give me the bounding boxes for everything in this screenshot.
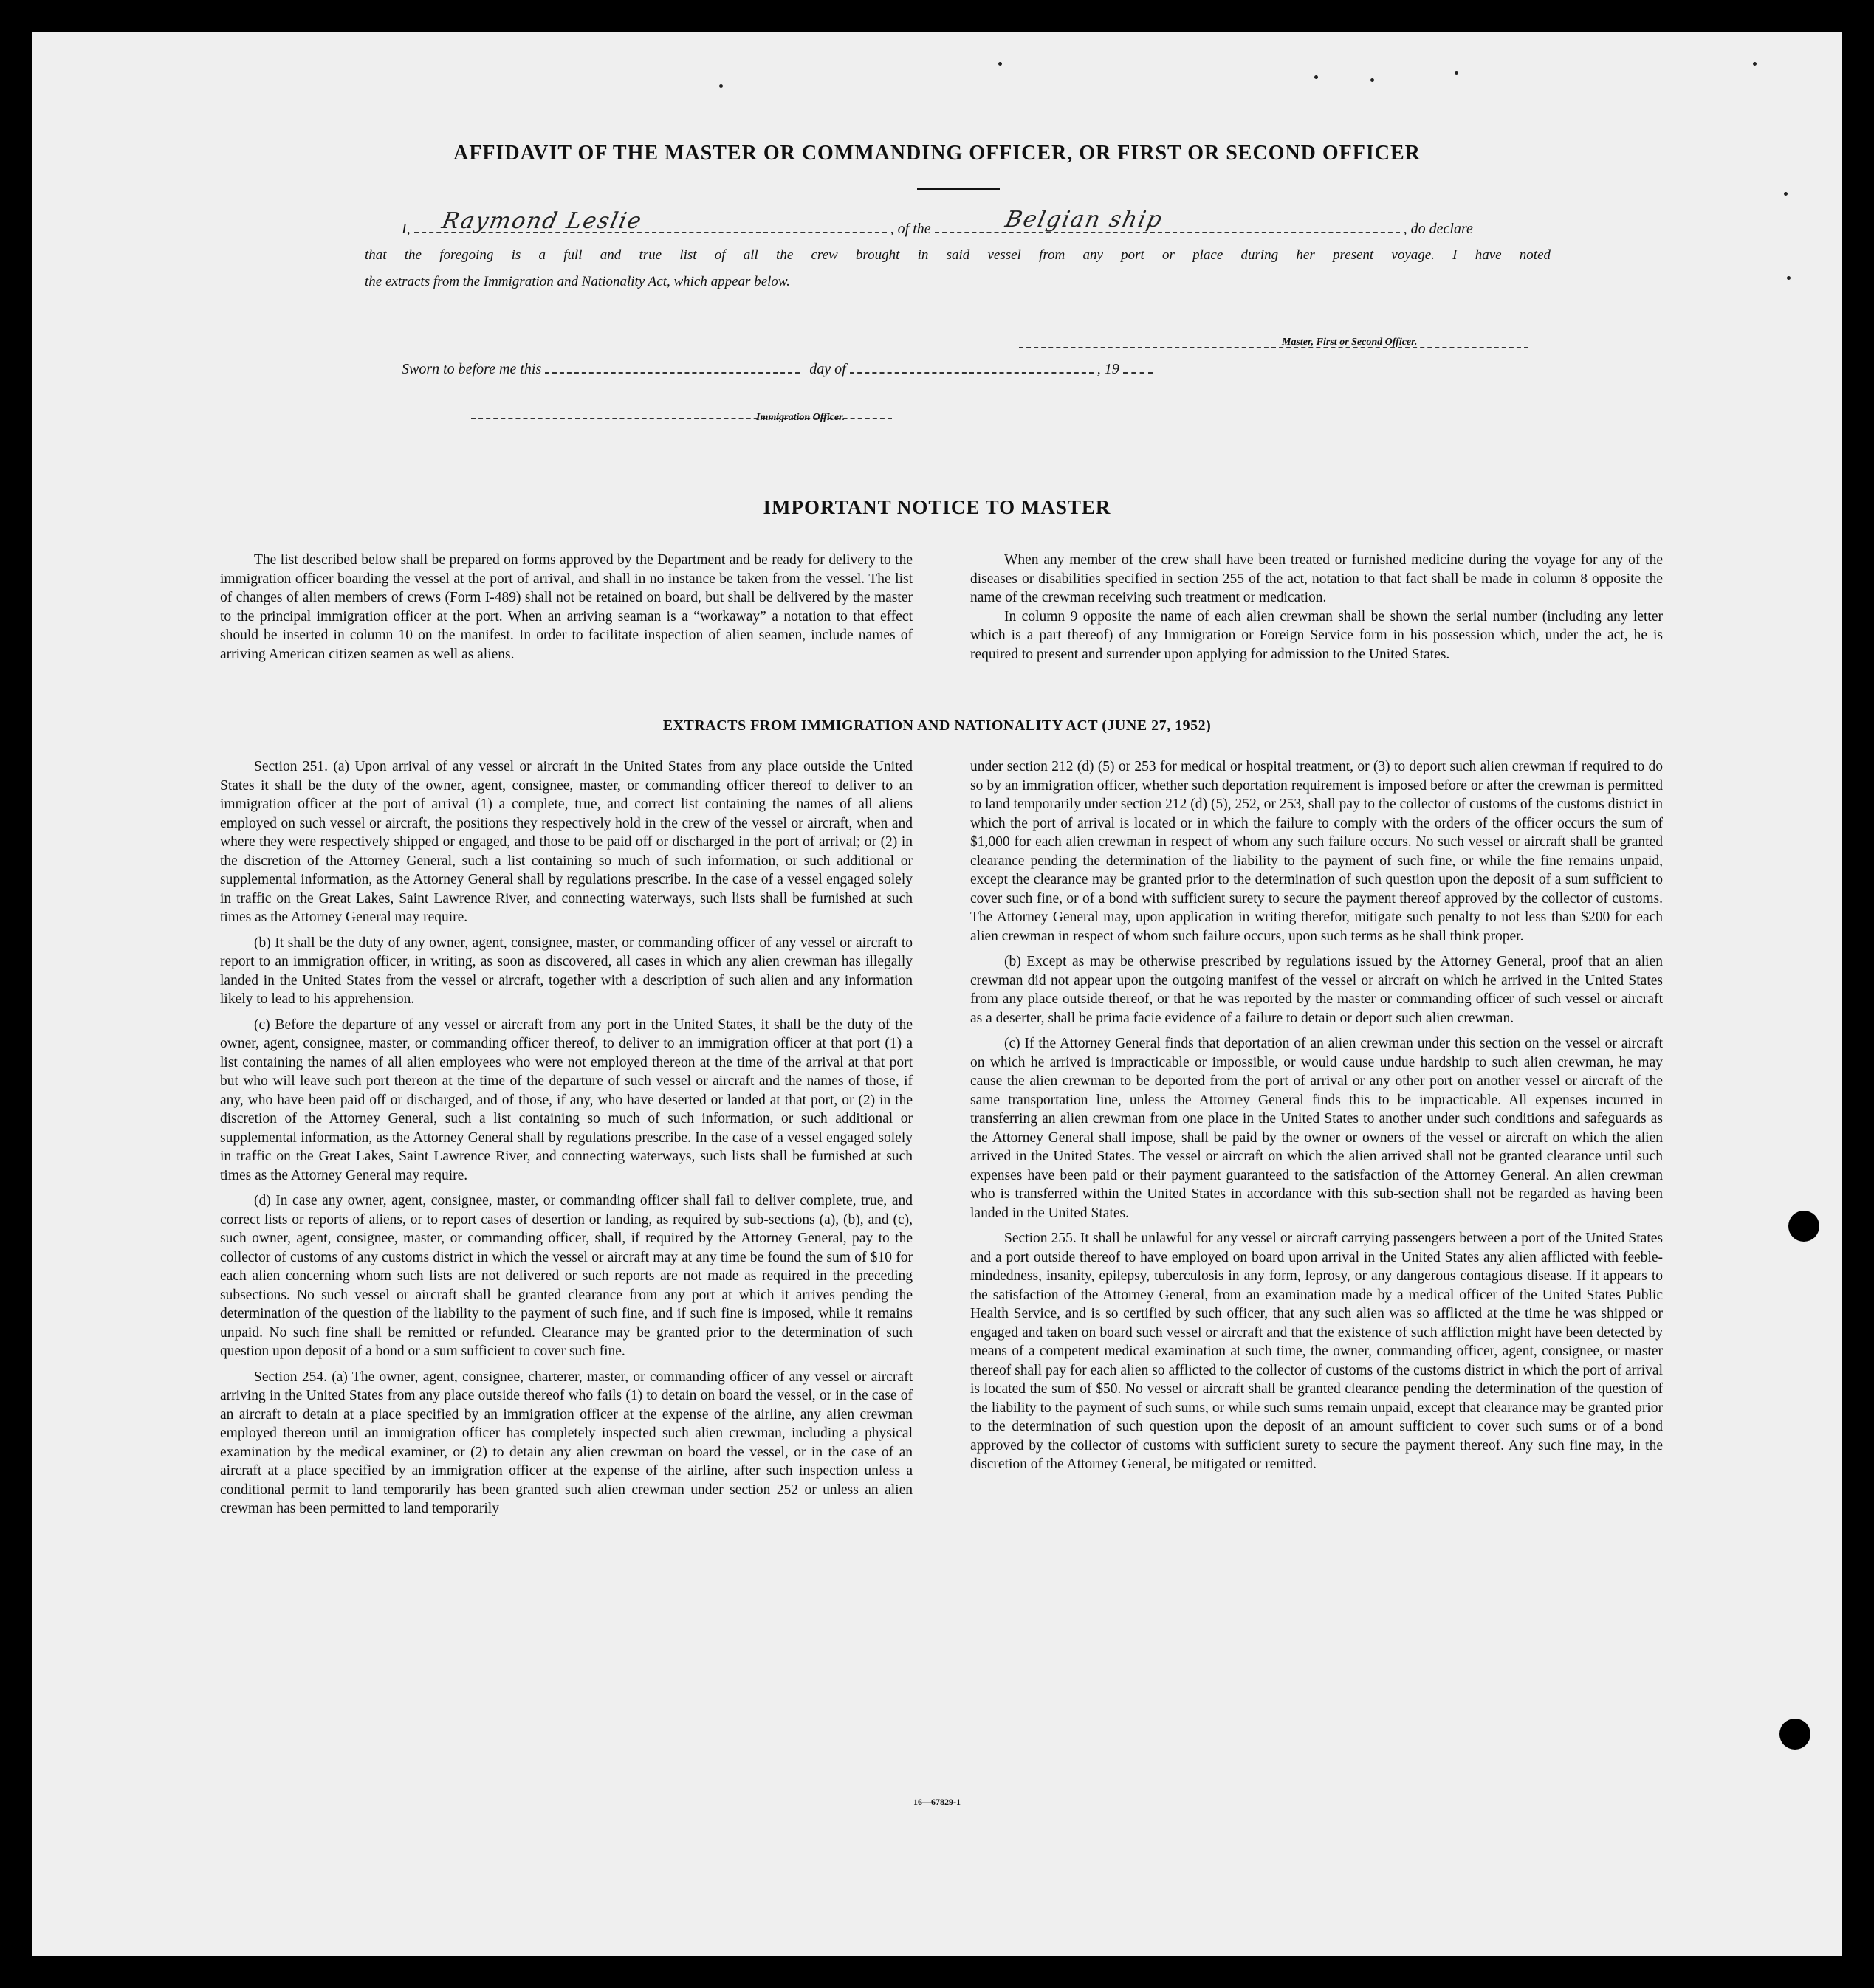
- of-the-label: , of the: [890, 221, 931, 237]
- form-number: 16—67829-1: [913, 1797, 961, 1807]
- punch-hole: [1788, 1211, 1819, 1242]
- scan-speck: [1787, 276, 1791, 280]
- scan-speck: [1784, 192, 1788, 196]
- sworn-year-blank[interactable]: [1123, 359, 1153, 374]
- day-of-label: day of: [809, 361, 846, 377]
- notice-left-column: [220, 551, 913, 664]
- sworn-day-blank[interactable]: [545, 359, 800, 374]
- signature-name: Raymond Leslie: [439, 208, 645, 234]
- section-251b-paragraph: (b) It shall be the duty of any owner, agent, consignee, master, or commanding officer of any vessel or aircraft to report to an immigration officer, in writing, as soon as discovered, all cases in which any alien crewman has illegally landed in the United States from the vessel or aircraft, together with a description of such alien and any information likely to lead to his apprehension.: [220, 935, 913, 1007]
- affidavit-title: AFFIDAVIT OF THE MASTER OR COMMANDING OFFICER, OR FIRST OR SECOND OFFICER: [453, 142, 1421, 165]
- scan-speck: [1455, 71, 1458, 75]
- notice-right-paragraph-1: When any member of the crew shall have been treated or furnished medicine during the voyage for any of the diseases or disabilities specified in section 255 of the act, notation to that fact shall be made in column 8 opposite the name of the crewman receiving such treatment or medication.: [970, 552, 1663, 605]
- section-254a-paragraph: Section 254. (a) The owner, agent, consignee, charterer, master, or commanding officer of any vessel or aircraft arriving in the United States from any place outside thereof who fails (1) to detain on board the vessel, or in the case of an aircraft to detain at a place specified by an immigration officer at the expense of the airline, any alien crewman employed thereon until an immigration officer has completely inspected such alien crewman, including a physical examination by the medical examiner, or (2) to detain any alien crewman on board the vessel, or in the case of an aircraft at a place specified by an immigration officer at the expense of the airline, after such inspection unless a conditional permit to land temporarily has been granted such alien crewman under section 252 or unless an alien crewman has been permitted to land temporarily: [220, 1369, 913, 1516]
- sworn-line: [402, 359, 1153, 378]
- section-254b-paragraph: (b) Except as may be otherwise prescribed by regulations issued by the Attorney General, proof that an alien crewman did not appear upon the outgoing manifest of the vessel or aircraft on which he arrived in the United States from any place outside thereof, or that he was reported by the master or commanding officer of such vessel or aircraft as a deserter, shall be prima facie evidence of a failure to detain or deport such alien crewman.: [970, 954, 1663, 1026]
- master-signature-blank[interactable]: [1019, 334, 1528, 348]
- scan-speck: [1314, 75, 1318, 79]
- section-254a-continued: under section 212 (d) (5) or 253 for medical or hospital treatment, or (3) to deport such alien crewman if required to do so by an immigration officer, whether such deportation requirement is imposed before or after the crewman is permitted to land temporarily under section 212 (d) (5), 252, or 253, shall pay to the collector of customs of the customs district in which the port of arrival is located or in which the failure to comply with the orders of the officer occurs the sum of $1,000 for each alien crewman in respect of whom any such failure occurs. No such vessel or aircraft shall be granted clearance pending the determination of the liability to the payment of such fine, or while the fine remains unpaid, except the clearance may be granted prior to the determination of such question upon the deposit of a sum sufficient to cover such fine, or of a bond with sufficient surety to secure the payment thereof approved by the collector of customs. The Attorney General may, upon application in writing therefor, mitigate such penalty to not less than $200 for each alien crewman in respect of whom such failure occurs, upon such terms as he shall think proper.: [970, 759, 1663, 944]
- extracts-right-column: [970, 757, 1663, 1481]
- year-label: , 19: [1096, 361, 1119, 377]
- extracts-left-column: [220, 757, 913, 1525]
- section-254c-paragraph: (c) If the Attorney General finds that deportation of an alien crewman under this section on the vessel or aircraft on which he arrived is impracticable or impossible, or would cause undue hardship to such alien crewman, he may cause the alien crewman to be deported from the port of arrival or any other port on another vessel or aircraft of the same transportation line, unless the Attorney General finds this to be impracticable. All expenses incurred in transferring an alien crewman from one place in the United States to another under such conditions and safeguards as the Attorney General shall impose, shall be paid by the owner or owners of the vessel or aircraft on which the alien arrived in the United States. The vessel or aircraft on which the alien arrived shall not be granted clearance until such expenses have been paid or their payment guaranteed to the satisfaction of the Attorney General. An alien crewman who is transferred within the United States in accordance with this sub-section shall not be regarded as having been landed in the United States.: [970, 1036, 1663, 1221]
- declaration-line-2: the extracts from the Immigration and Nationality Act, which appear below.: [365, 274, 790, 289]
- punch-hole: [1779, 1719, 1810, 1750]
- notice-left-paragraph: The list described below shall be prepared on forms approved by the Department and be ready for delivery to the immigration officer boarding the vessel at the port of arrival, and shall in no instance be taken from the vessel. The list of changes of alien members of crews (Form I-489) shall not be retained on board, but shall be delivered by the master to the principal immigration officer at the port. When an arriving seaman is a “workaway” a notation to that effect should be inserted in column 10 on the manifest. In order to facilitate inspection of alien seamen, include names of arriving American citizen seamen as well as aliens.: [220, 552, 913, 662]
- notice-right-column: [970, 551, 1663, 664]
- notice-title: IMPORTANT NOTICE TO MASTER: [763, 496, 1111, 518]
- section-251d-paragraph: (d) In case any owner, agent, consignee, master, or commanding officer shall fail to deliver complete, true, and correct lists or reports of aliens, or to report cases of desertion or landing, as required by sub-sections (a), (b), and (c), such owner, agent, consignee, master, or commanding officer, shall, if required by the Attorney General, pay to the collector of customs of any customs district in which the vessel or aircraft may at any time be found the sum of $10 for each alien concerning whom such lists are not delivered or such reports are not made as required in the preceding subsections. No such vessel or aircraft shall be granted clearance from any port at which it arrives pending the determination of the question of the liability to the payment of such fine, and if such fine is imposed, while it remains unpaid. No such fine shall be remitted or refunded. Clearance may be granted prior to the determination of such question upon deposit of a bond or a sum sufficient to cover such fine.: [220, 1193, 913, 1359]
- section-251a-paragraph: Section 251. (a) Upon arrival of any vessel or aircraft in the United States from any place outside the United States it shall be the duty of the owner, agent, consignee, master, or commanding officer thereof to deliver to an immigration officer at the port of arrival (1) a complete, true, and correct list containing the names of all aliens employed on such vessel or aircraft, the positions they respectively hold in the crew of the vessel or aircraft, when and where they were respectively shipped or engaged, and those to be paid off or discharged in the port of arrival; or (2) in the discretion of the Attorney General, such a list containing so much of such information, or such additional or supplemental information, as the Attorney General shall by regulations prescribe. In the case of a vessel engaged solely in traffic on the Great Lakes, Saint Lawrence River, and connecting waterways, such lists shall be furnished at such times as the Attorney General may require.: [220, 759, 913, 925]
- officer-caption: Immigration Officer.: [756, 412, 845, 423]
- title-rule: [917, 188, 1000, 190]
- i-label: I,: [402, 221, 411, 237]
- signature-ship: Belgian ship: [1003, 207, 1166, 233]
- sworn-month-blank[interactable]: [850, 359, 1094, 374]
- sworn-label: Sworn to before me this: [402, 361, 542, 377]
- declaration-text: [365, 242, 1551, 295]
- notice-right-paragraph-2: In column 9 opposite the name of each alien crewman shall be shown the serial number (including any letter which is a part thereof) of any Immigration or Foreign Service form in his possession which, under the act, he is required to present and surrender upon applying for admission to the United States.: [970, 608, 1663, 662]
- scan-speck: [998, 62, 1002, 66]
- scan-speck: [1370, 78, 1374, 82]
- declaration-line-1: that the foregoing is a full and true list of all the crew brought in said vessel from any port or place during her present voyage. I have noted: [365, 247, 1551, 263]
- section-251c-paragraph: (c) Before the departure of any vessel or aircraft from any port in the United States, it shall be the duty of the owner, agent, consignee, master, or commanding officer thereof, to deliver to an immigration officer at that port (1) a list containing the names of all alien employees who were not employed thereon at the time of the arrival at that port but who will leave such port thereon at the time of the departure of such vessel or aircraft and the names of those, if any, who have been paid off or discharged, and of those, if any, who have deserted or landed at that port, or (2) in the discretion of the Attorney General, such a list containing so much of such information, or such additional or supplemental information, as the Attorney General shall by regulations prescribe. In the case of a vessel engaged solely in traffic on the Great Lakes, Saint Lawrence River, and connecting waterways, such lists shall be furnished at such times as the Attorney General may require.: [220, 1017, 913, 1183]
- section-255-paragraph: Section 255. It shall be unlawful for any vessel or aircraft carrying passengers between a port of the United States and a port outside thereof to have employed on board upon arrival in the United States any alien afflicted with feeble-mindedness, insanity, epilepsy, tuberculosis in any form, leprosy, or any dangerous contagious disease. If it appears to the satisfaction of the Attorney General, from an examination made by a medical officer of the United States Public Health Service, and is so certified by such officer, that any such alien was so afflicted at the time he was shipped or engaged and taken on board such vessel or aircraft and that the existence of such affliction might have been detected by means of a competent medical examination at such time, the owner, commanding officer, agent, consignee, or master thereof shall pay for each alien so afflicted to the collector of customs of the customs district in which the port of arrival is located the sum of $50. No vessel or aircraft shall be granted clearance pending the determination of the question of the liability to the payment of such sums, or while such sums remain unpaid, except that clearance may be granted prior to the determination of such question upon the deposit of an amount sufficient to cover such sums or of a bond approved by the collector of customs with sufficient surety to secure the payment thereof. Any such fine may, in the discretion of the Attorney General, be mitigated or remitted.: [970, 1231, 1663, 1472]
- do-declare-label: , do declare: [1403, 221, 1473, 237]
- scan-speck: [719, 84, 723, 88]
- scan-speck: [1753, 62, 1757, 66]
- master-caption: Master, First or Second Officer.: [1282, 337, 1418, 348]
- document-page: [32, 32, 1842, 1956]
- extracts-title: EXTRACTS FROM IMMIGRATION AND NATIONALITY ACT (JUNE 27, 1952): [662, 718, 1212, 734]
